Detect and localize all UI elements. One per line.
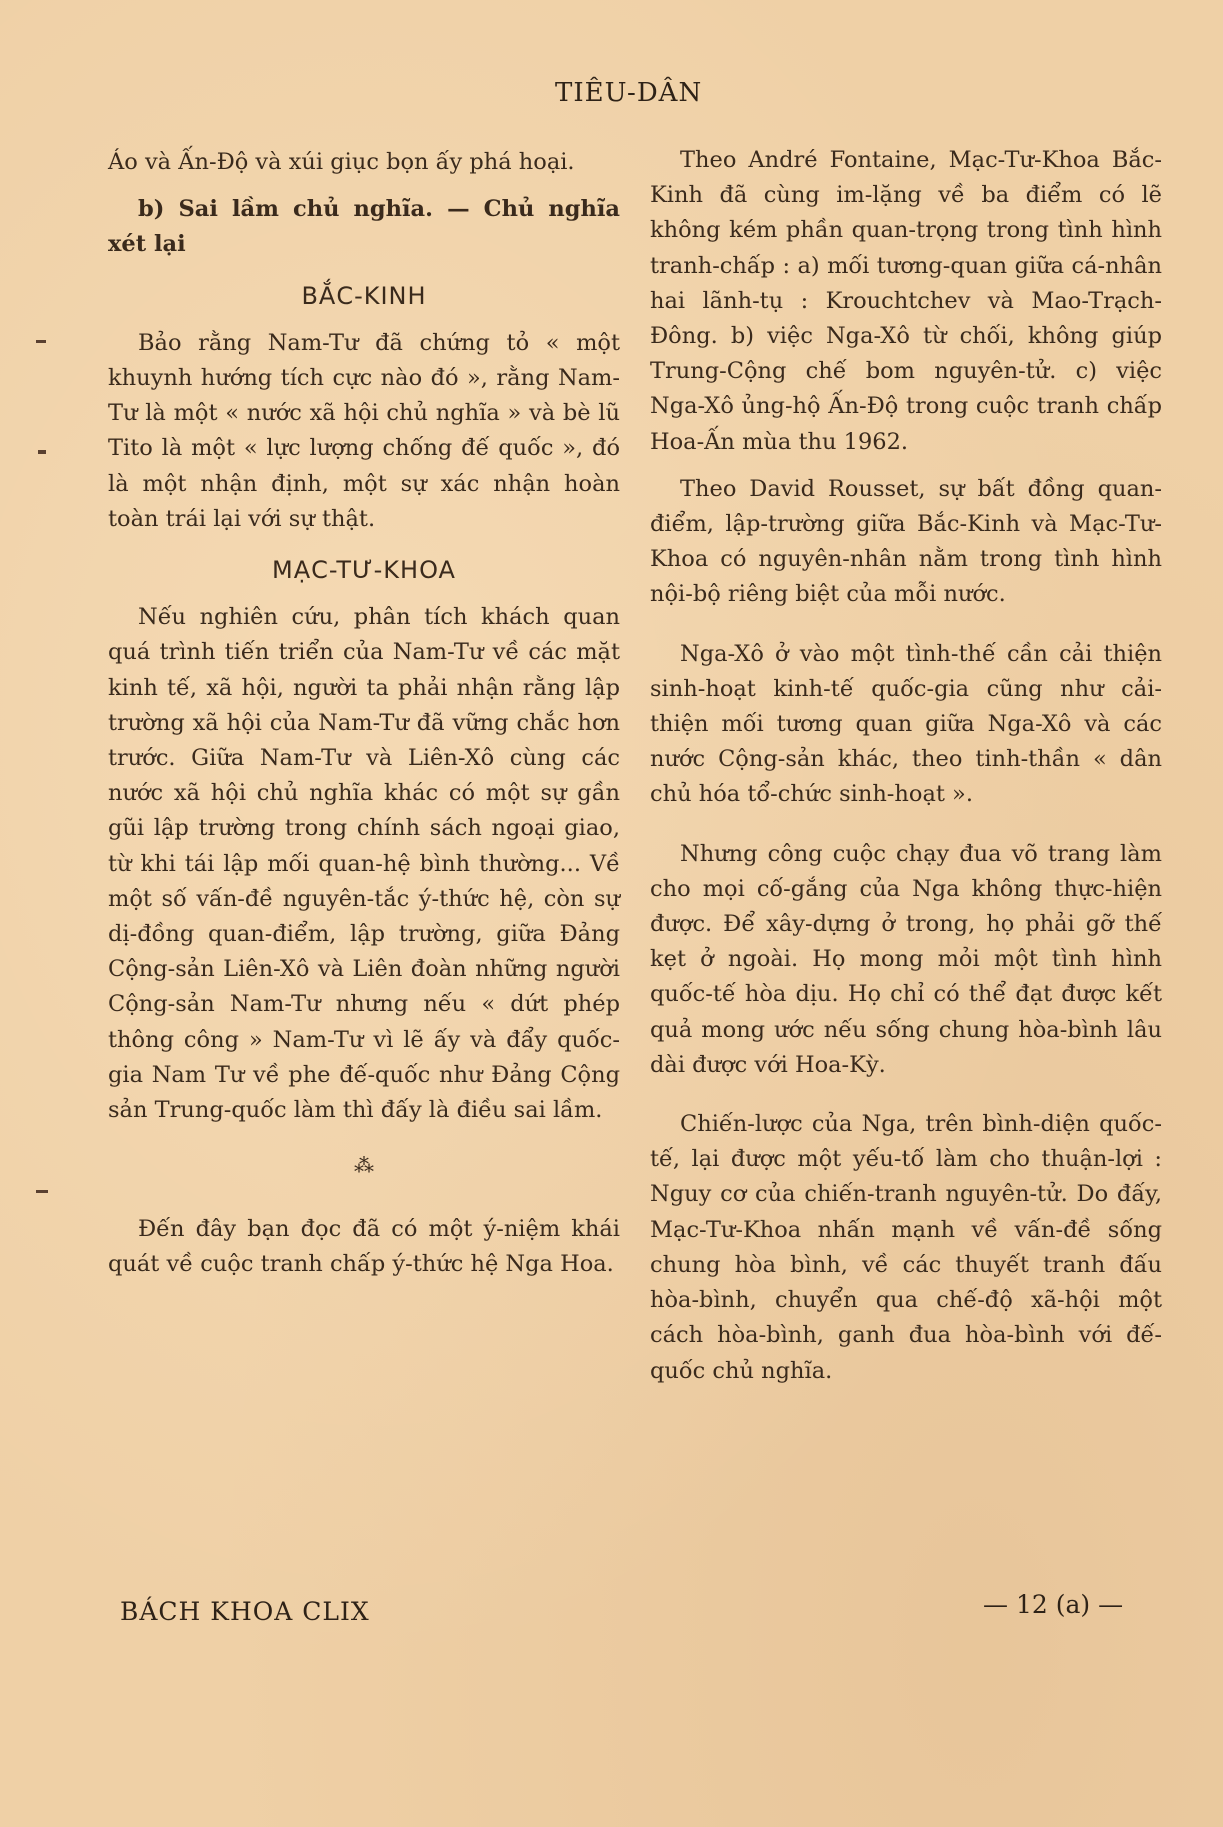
left-column	[108, 145, 620, 1283]
paragraph: Áo và Ấn-Độ và xúi giục bọn ấy phá hoại.	[108, 149, 575, 175]
paragraph: Nhưng công cuộc chạy đua võ trang làm cho mọi cố-gắng của Nga không thực-hiện được. Để xây-dựng ở trong, họ phải gỡ thế kẹt ở ngoài. Họ mong mỏi một tình hình quốc-tế hòa dịu. Họ chỉ có thể đạt được kết quả mong ước nếu sống chung hòa-bình lâu dài được với Hoa-Kỳ.	[650, 840, 1162, 1078]
paragraph: Theo David Rousset, sự bất đồng quan-điểm, lập-trường giữa Bắc-Kinh và Mạc-Tư-Khoa có nguyên-nhân nằm trong tình hình nội-bộ riêng biệt của mỗi nước.	[650, 475, 1162, 608]
binding-mark	[38, 450, 46, 454]
paragraph: Chiến-lược của Nga, trên bình-diện quốc-tế, lại được một yếu-tố làm cho thuận-lợi : Nguy cơ của chiến-tranh nguyên-tử. Do đấy, Mạc-Tư-Khoa nhấn mạnh về vấn-đề sống chung hòa bình, về các thuyết tranh đấu hòa-bình, chuyển qua chế-độ xã-hội một cách hòa-bình, ganh đua hòa-bình với đế-quốc chủ nghĩa.	[650, 1111, 1162, 1384]
paragraph: Nếu nghiên cứu, phân tích khách quan quá trình tiến triển của Nam-Tư về các mặt kinh tế, xã hội, người ta phải nhận rằng lập trường xã hội của Nam-Tư đã vững chắc hơn trước. Giữa Nam-Tư và Liên-Xô cùng các nước xã hội chủ nghĩa khác có một sự gần gũi lập trường trong chính sách ngoại giao, từ khi tái lập mối quan-hệ bình thường... Về một số vấn-đề nguyên-tắc ý-thức hệ, còn sự dị-đồng quan-điểm, lập trường, giữa Đảng Cộng-sản Liên-Xô và Liên đoàn những người Cộng-sản Nam-Tư nhưng nếu « dứt phép thông công » Nam-Tư vì lẽ ấy và đẩy quốc-gia Nam Tư về phe đế-quốc như Đảng Cộng sản Trung-quốc làm thì đấy là điều sai lầm.	[108, 604, 620, 1124]
paragraph: Đến đây bạn đọc đã có một ý-niệm khái quát về cuộc tranh chấp ý-thức hệ Nga Hoa.	[108, 1216, 620, 1278]
subheading-bac-kinh: BẮC-KINH	[301, 281, 427, 310]
paragraph: Theo André Fontaine, Mạc-Tư-Khoa Bắc-Kinh đã cùng im-lặng về ba điểm có lẽ không kém phần quan-trọng trong tình hình tranh-chấp : a) mối tương-quan giữa cá-nhân hai lãnh-tụ : Krouchtchev và Mao-Trạch-Đông. b) việc Nga-Xô từ chối, không giúp Trung-Cộng chế bom nguyên-tử. c) việc Nga-Xô ủng-hộ Ấn-Độ trong cuộc tranh chấp Hoa-Ấn mùa thu 1962.	[650, 147, 1162, 455]
subheading-mac-tu-khoa: MẠC-TƯ-KHOA	[272, 556, 456, 585]
binding-mark	[36, 340, 46, 343]
section-heading: b) Sai lầm chủ nghĩa. — Chủ nghĩa xét lại	[108, 196, 620, 258]
paragraph: Nga-Xô ở vào một tình-thế cần cải thiện sinh-hoạt kinh-tế quốc-gia cũng như cải-thiện mối tương quan giữa Nga-Xô và các nước Cộng-sản khác, theo tinh-thần « dân chủ hóa tổ-chức sinh-hoạt ».	[650, 640, 1162, 808]
page-number: — 12 (a) —	[983, 1590, 1124, 1619]
running-header: TIÊU-DÂN	[555, 78, 703, 108]
paragraph: Bảo rằng Nam-Tư đã chứng tỏ « một khuynh hướng tích cực nào đó », rằng Nam-Tư là một « nước xã hội chủ nghĩa » và bè lũ Tito là một « lực lượng chống đế quốc », đó là một nhận định, một sự xác nhận hoàn toàn trái lại với sự thật.	[108, 329, 620, 532]
binding-mark	[36, 1190, 48, 1193]
right-column	[650, 143, 1162, 1389]
section-divider-stars: ⁂	[354, 1153, 374, 1178]
publication-name: BÁCH KHOA CLIX	[120, 1597, 370, 1626]
